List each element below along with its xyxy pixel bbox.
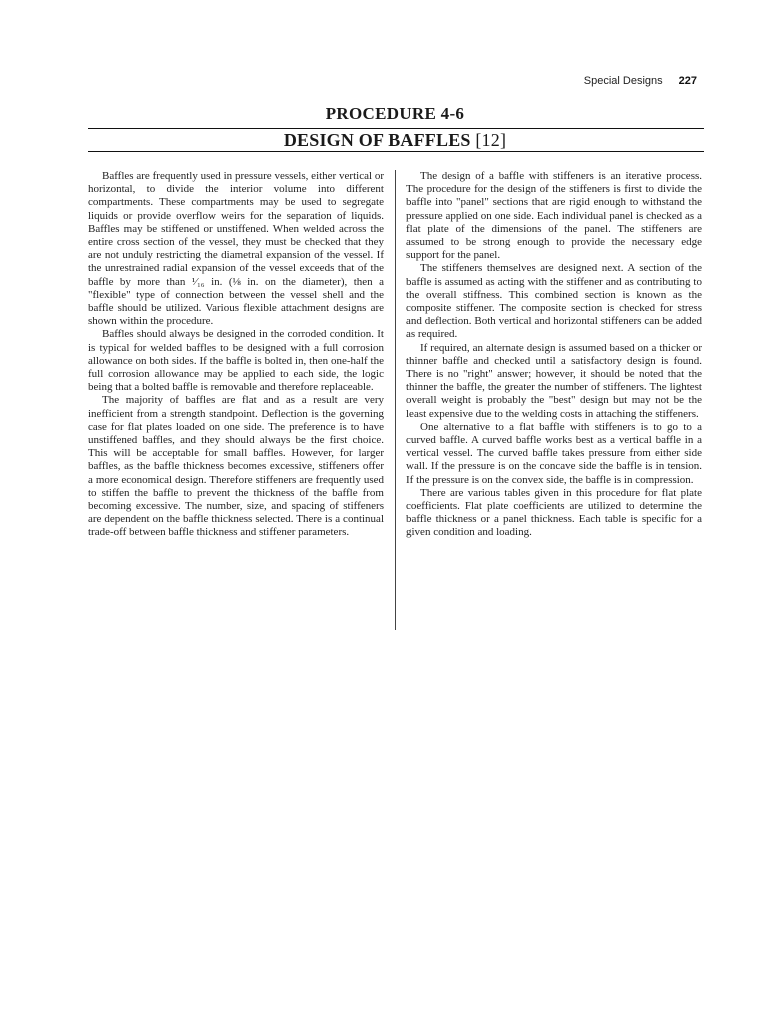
procedure-label: PROCEDURE 4-6: [325, 104, 465, 123]
right-paragraph-4: One alternative to a flat baffle with stiffeners is to go to a curved baffle. A curved baffle works best as a vertical baffle in a vertical vessel. The curved baffle takes pressure from either side wall. If the pressure is on the concave side the baffle is in tension. If the pressure is on the convex side, the baffle is in compression.: [406, 420, 702, 486]
title-rule-bottom: [88, 151, 704, 152]
left-column: [88, 170, 384, 540]
page-title: [86, 130, 704, 151]
left-paragraph-3: The majority of baffles are flat and as a result are very inefficient from a strength standpoint. Deflection is the governing case for flat plates loaded on one side. The preference is to have unstiffened baffles, and they should always be the first choice. This will be acceptable for small baffles. However, for larger baffles, as the baffle thickness becomes excessive, stiffeners offer a more economical design. Therefore stiffeners are frequently used to stiffen the baffle to prevent the thickness of the baffle from becoming excessive. The number, size, and spacing of stiffeners are dependent on the baffle thickness selected. There is a continual trade-off between baffle thickness and stiffener parameters.: [88, 394, 384, 539]
column-divider: [395, 170, 396, 630]
title-text: DESIGN OF BAFFLES: [283, 130, 471, 150]
right-column: [406, 170, 702, 540]
right-paragraph-3: If required, an alternate design is assumed based on a thicker or thinner baffle and checked until a satisfactory design is found. There is no "right" answer; however, it should be noted that the thinner the baffle, the greater the number of stiffeners. The lightest overall weight is probably the "best" design but may not be the least expensive due to the welding costs in attaching the stiffeners.: [406, 341, 702, 420]
title-rule-top: [88, 128, 704, 129]
title-reference: [12]: [475, 130, 507, 150]
running-head-section: Special Designs: [583, 75, 663, 87]
running-head: [584, 75, 697, 87]
left-paragraph-1: Baffles are frequently used in pressure vessels, either vertical or horizontal, to divide the interior volume into different compartments. These compartments may be used to segregate liquids or provide overflow weirs for the separation of liquids. Baffles may be stiffened or unstiffened. When welded across the entire cross section of the vessel, they must be checked that they are not unduly restricting the diametral expansion of the vessel. If the unrestrained radial expansion of the vessel exceeds that of the baffle by more than ¹⁄₁₆ in. (⅛ in. on the diameter), then a "flexible" type of connection between the vessel shell and the baffle should be utilized. Various flexible attachment designs are shown within the procedure.: [88, 170, 384, 328]
right-paragraph-5: There are various tables given in this procedure for flat plate coefficients. Flat plate coefficients are utilized to determine the baffle thickness or a panel thickness. Each table is specific for a given condition and loading.: [406, 486, 702, 539]
right-paragraph-1: The design of a baffle with stiffeners is an iterative process. The procedure for the design of the stiffeners is first to divide the baffle into "panel" sections that are rigid enough to withstand the pressure applied on one side. Each individual panel is checked as a flat plate of the dimensions of the panel. The stiffeners are assumed to be strong enough to provide the necessary edge support for the panel.: [406, 170, 702, 262]
right-paragraph-2: The stiffeners themselves are designed next. A section of the baffle is assumed as acting with the stiffener and as contributing to the overall stiffness. This combined section is known as the composite stiffener. The composite section is checked for stress and deflection. Both vertical and horizontal stiffeners can be added as required.: [406, 262, 702, 341]
left-paragraph-2: Baffles should always be designed in the corroded condition. It is typical for welded baffles to be designed with a full corrosion allowance on both sides. If the baffle is bolted in, then one-half the full corrosion allowance may be applied to each side, the logic being that a bolted baffle is removable and therefore replaceable.: [88, 328, 384, 394]
page-number: 227: [678, 75, 697, 87]
